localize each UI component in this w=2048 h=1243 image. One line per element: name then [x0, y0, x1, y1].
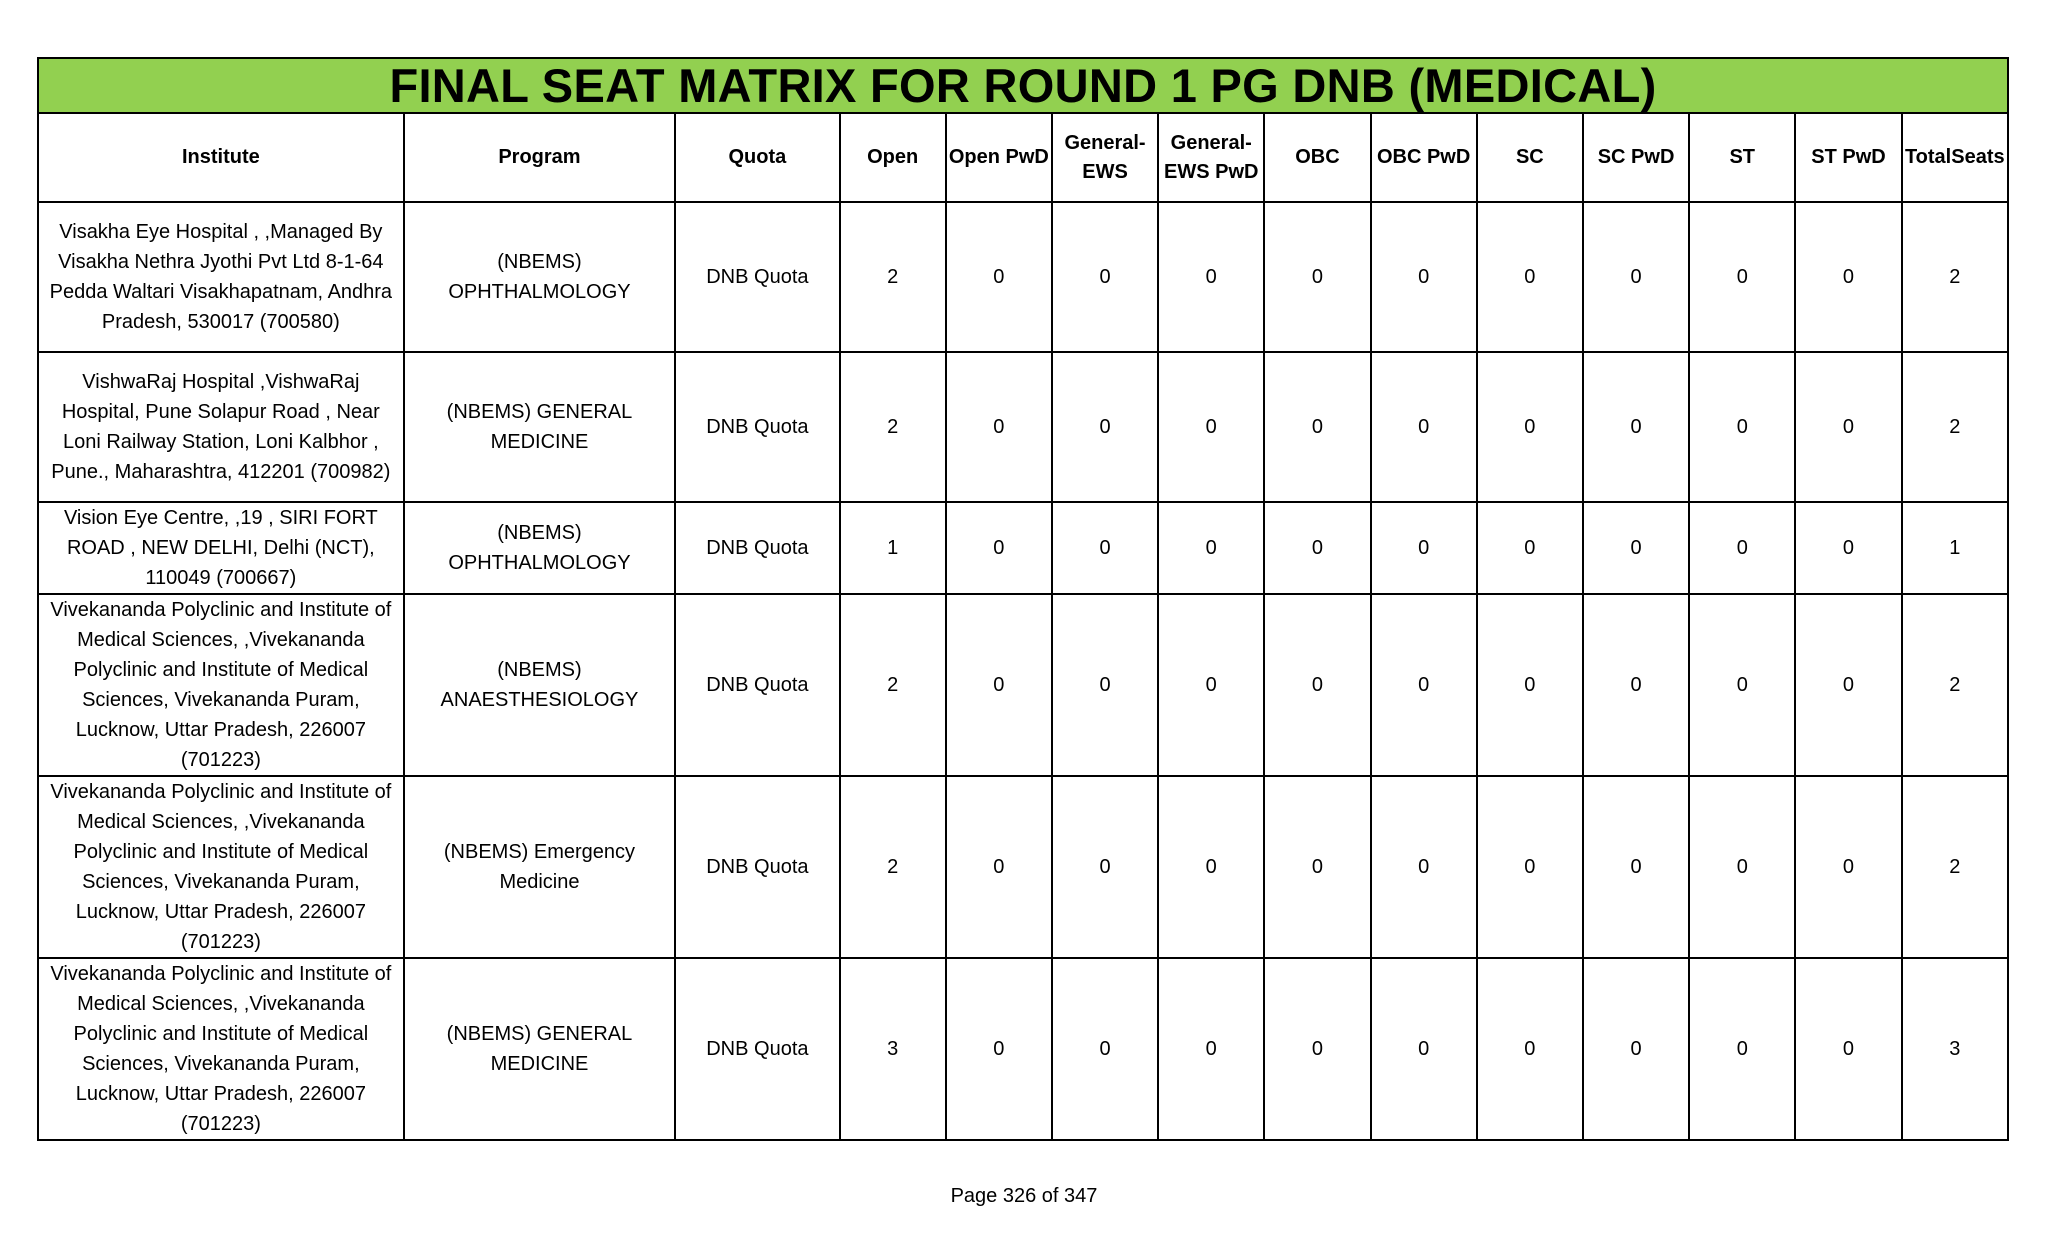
- table-row: [38, 594, 2008, 776]
- column-header: ST PwD: [1795, 113, 1901, 202]
- st-pwd-cell: 0: [1795, 958, 1901, 1140]
- open-cell: 2: [840, 352, 946, 502]
- column-header: OBC PwD: [1371, 113, 1477, 202]
- gen-ews-pwd-cell: 0: [1158, 352, 1264, 502]
- column-header: General-EWS PwD: [1158, 113, 1264, 202]
- obc-cell: 0: [1264, 202, 1370, 352]
- open-pwd-cell: 0: [946, 958, 1052, 1140]
- total-cell: 2: [1902, 776, 2008, 958]
- sc-cell: 0: [1477, 202, 1583, 352]
- obc-pwd-cell: 0: [1371, 202, 1477, 352]
- st-cell: 0: [1689, 594, 1795, 776]
- gen-ews-cell: 0: [1052, 352, 1158, 502]
- quota-cell: DNB Quota: [675, 776, 839, 958]
- open-cell: 2: [840, 202, 946, 352]
- column-header: Institute: [38, 113, 404, 202]
- gen-ews-cell: 0: [1052, 202, 1158, 352]
- institute-cell: Vision Eye Centre, ,19 , SIRI FORT ROAD , NEW DELHI, Delhi (NCT), 110049 (700667): [38, 502, 404, 594]
- open-pwd-cell: 0: [946, 352, 1052, 502]
- obc-pwd-cell: 0: [1371, 502, 1477, 594]
- gen-ews-pwd-cell: 0: [1158, 594, 1264, 776]
- column-header: Open: [840, 113, 946, 202]
- open-cell: 2: [840, 594, 946, 776]
- column-header: TotalSeats: [1902, 113, 2008, 202]
- program-cell: (NBEMS) GENERAL MEDICINE: [404, 352, 676, 502]
- open-cell: 2: [840, 776, 946, 958]
- total-cell: 2: [1902, 352, 2008, 502]
- quota-cell: DNB Quota: [675, 352, 839, 502]
- table-row: [38, 776, 2008, 958]
- gen-ews-pwd-cell: 0: [1158, 958, 1264, 1140]
- column-header: Open PwD: [946, 113, 1052, 202]
- st-cell: 0: [1689, 502, 1795, 594]
- st-pwd-cell: 0: [1795, 502, 1901, 594]
- obc-cell: 0: [1264, 502, 1370, 594]
- table-row: [38, 202, 2008, 352]
- sc-pwd-cell: 0: [1583, 352, 1689, 502]
- open-pwd-cell: 0: [946, 776, 1052, 958]
- gen-ews-pwd-cell: 0: [1158, 202, 1264, 352]
- gen-ews-cell: 0: [1052, 958, 1158, 1140]
- program-cell: (NBEMS) OPHTHALMOLOGY: [404, 502, 676, 594]
- sc-pwd-cell: 0: [1583, 202, 1689, 352]
- total-cell: 2: [1902, 202, 2008, 352]
- obc-pwd-cell: 0: [1371, 958, 1477, 1140]
- obc-pwd-cell: 0: [1371, 352, 1477, 502]
- gen-ews-cell: 0: [1052, 776, 1158, 958]
- open-cell: 3: [840, 958, 946, 1140]
- total-cell: 1: [1902, 502, 2008, 594]
- st-pwd-cell: 0: [1795, 352, 1901, 502]
- open-pwd-cell: 0: [946, 202, 1052, 352]
- open-pwd-cell: 0: [946, 594, 1052, 776]
- table-row: [38, 958, 2008, 1140]
- sc-cell: 0: [1477, 502, 1583, 594]
- seat-matrix-table: [37, 57, 2009, 1141]
- institute-cell: Visakha Eye Hospital , ,Managed By Visakha Nethra Jyothi Pvt Ltd 8-1-64 Pedda Waltari Visakhapatnam, Andhra Pradesh, 530017 (700580): [38, 202, 404, 352]
- obc-cell: 0: [1264, 958, 1370, 1140]
- st-cell: 0: [1689, 958, 1795, 1140]
- open-pwd-cell: 0: [946, 502, 1052, 594]
- sc-cell: 0: [1477, 352, 1583, 502]
- sc-cell: 0: [1477, 958, 1583, 1140]
- column-header: Program: [404, 113, 676, 202]
- quota-cell: DNB Quota: [675, 502, 839, 594]
- header-row: [38, 113, 2008, 202]
- table-row: [38, 352, 2008, 502]
- obc-cell: 0: [1264, 776, 1370, 958]
- institute-cell: Vivekananda Polyclinic and Institute of Medical Sciences, ,Vivekananda Polyclinic and Institute of Medical Sciences, Vivekananda Puram, Lucknow, Uttar Pradesh, 226007 (701223): [38, 594, 404, 776]
- program-cell: (NBEMS) ANAESTHESIOLOGY: [404, 594, 676, 776]
- gen-ews-pwd-cell: 0: [1158, 502, 1264, 594]
- st-pwd-cell: 0: [1795, 594, 1901, 776]
- obc-pwd-cell: 0: [1371, 776, 1477, 958]
- total-cell: 2: [1902, 594, 2008, 776]
- column-header: Quota: [675, 113, 839, 202]
- obc-cell: 0: [1264, 352, 1370, 502]
- program-cell: (NBEMS) OPHTHALMOLOGY: [404, 202, 676, 352]
- st-cell: 0: [1689, 202, 1795, 352]
- table-title: FINAL SEAT MATRIX FOR ROUND 1 PG DNB (MEDICAL): [38, 58, 2008, 113]
- st-pwd-cell: 0: [1795, 776, 1901, 958]
- program-cell: (NBEMS) Emergency Medicine: [404, 776, 676, 958]
- sc-pwd-cell: 0: [1583, 958, 1689, 1140]
- sc-cell: 0: [1477, 776, 1583, 958]
- sc-pwd-cell: 0: [1583, 776, 1689, 958]
- program-cell: (NBEMS) GENERAL MEDICINE: [404, 958, 676, 1140]
- table-row: [38, 502, 2008, 594]
- sc-pwd-cell: 0: [1583, 502, 1689, 594]
- st-cell: 0: [1689, 352, 1795, 502]
- column-header: OBC: [1264, 113, 1370, 202]
- gen-ews-cell: 0: [1052, 594, 1158, 776]
- quota-cell: DNB Quota: [675, 202, 839, 352]
- obc-cell: 0: [1264, 594, 1370, 776]
- gen-ews-pwd-cell: 0: [1158, 776, 1264, 958]
- gen-ews-cell: 0: [1052, 502, 1158, 594]
- st-cell: 0: [1689, 776, 1795, 958]
- column-header: General-EWS: [1052, 113, 1158, 202]
- quota-cell: DNB Quota: [675, 958, 839, 1140]
- column-header: SC PwD: [1583, 113, 1689, 202]
- page-number: Page 326 of 347: [950, 1185, 1098, 1207]
- total-cell: 3: [1902, 958, 2008, 1140]
- obc-pwd-cell: 0: [1371, 594, 1477, 776]
- quota-cell: DNB Quota: [675, 594, 839, 776]
- column-header: ST: [1689, 113, 1795, 202]
- column-header: SC: [1477, 113, 1583, 202]
- institute-cell: Vivekananda Polyclinic and Institute of Medical Sciences, ,Vivekananda Polyclinic and Institute of Medical Sciences, Vivekananda Puram, Lucknow, Uttar Pradesh, 226007 (701223): [38, 776, 404, 958]
- sc-pwd-cell: 0: [1583, 594, 1689, 776]
- sc-cell: 0: [1477, 594, 1583, 776]
- institute-cell: Vivekananda Polyclinic and Institute of Medical Sciences, ,Vivekananda Polyclinic and Institute of Medical Sciences, Vivekananda Puram, Lucknow, Uttar Pradesh, 226007 (701223): [38, 958, 404, 1140]
- st-pwd-cell: 0: [1795, 202, 1901, 352]
- open-cell: 1: [840, 502, 946, 594]
- institute-cell: VishwaRaj Hospital ,VishwaRaj Hospital, Pune Solapur Road , Near Loni Railway Station, Loni Kalbhor , Pune., Maharashtra, 412201 (700982): [38, 352, 404, 502]
